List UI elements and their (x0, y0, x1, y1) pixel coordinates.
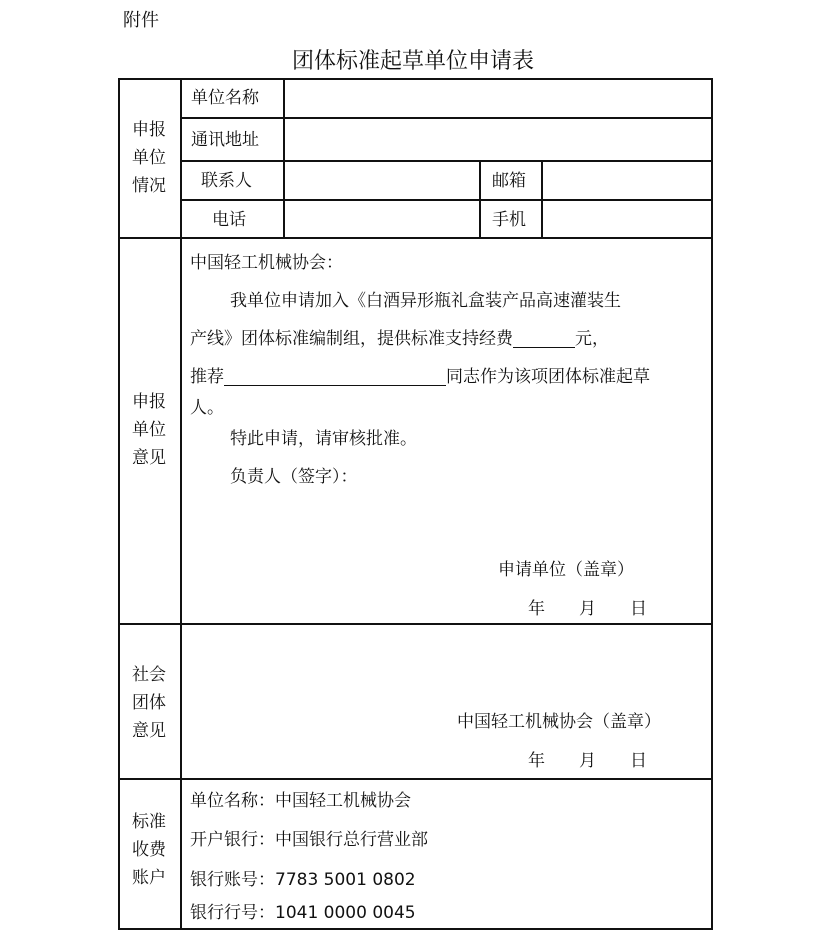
letter-body-line: 我单位申请加入《白酒异形瓶礼盒装产品高速灌装生 (230, 291, 621, 311)
unit-name-label: 单位名称 (191, 88, 259, 108)
contact-field[interactable] (286, 163, 478, 198)
address-field[interactable] (286, 120, 710, 159)
application-form-table (118, 78, 713, 930)
fee-account-row (190, 870, 416, 890)
contact-label: 联系人 (201, 171, 252, 191)
section-label-line: 团体 (132, 693, 166, 713)
section-label-line: 申报 (132, 120, 166, 140)
letter-body-line (190, 358, 708, 396)
email-field[interactable] (544, 163, 710, 198)
letter-text: 产线》团体标准编制组，提供标准支持经费 (190, 329, 513, 349)
applicant-date: 年 月 日 (528, 599, 647, 619)
fee-row-label: 银行行号： (190, 903, 275, 923)
phone-label: 电话 (212, 210, 246, 230)
fee-account-row (190, 830, 428, 850)
section-label-line: 社会 (132, 665, 166, 685)
section-label-line: 收费 (132, 840, 166, 860)
fee-row-value: 中国轻工机械协会 (275, 791, 411, 811)
association-seal-label: 中国轻工机械协会（盖章） (457, 712, 661, 732)
table-border-right (711, 78, 713, 930)
address-label: 通讯地址 (191, 130, 259, 150)
email-label: 邮箱 (492, 171, 526, 191)
label-column-divider (180, 78, 182, 930)
fee-row-value: 中国银行总行营业部 (275, 830, 428, 850)
row-divider (180, 199, 713, 201)
fee-account-section-label (118, 808, 180, 892)
mobile-field[interactable] (544, 202, 710, 236)
section-label-line: 申报 (132, 392, 166, 412)
opinion-letter (190, 244, 708, 496)
applicant-seal-label: 申请单位（盖章） (498, 560, 634, 580)
letter-body-line: 人。 (190, 398, 224, 418)
fee-row-value: 1041 0000 0045 (275, 903, 416, 923)
section-divider (118, 623, 713, 625)
letter-text: 同志作为该项团体标准起草 (446, 367, 650, 387)
letter-closing: 特此申请，请审核批准。 (230, 429, 417, 449)
recommended-person-blank[interactable] (224, 365, 446, 386)
section-label-line: 单位 (132, 148, 166, 168)
section-label-line: 意见 (132, 721, 166, 741)
association-date: 年 月 日 (528, 751, 647, 771)
fee-row-value: 7783 5001 0802 (275, 870, 416, 890)
fee-row-label: 单位名称： (190, 791, 275, 811)
table-border-bottom (118, 928, 713, 930)
field-label-divider (283, 78, 285, 237)
table-border-left (118, 78, 120, 930)
letter-addressee: 中国轻工机械协会： (190, 253, 343, 273)
section-divider (118, 778, 713, 780)
section-label-line: 单位 (132, 420, 166, 440)
section-label-line: 标准 (132, 812, 166, 832)
row-divider (180, 117, 713, 119)
fee-row-label: 银行账号： (190, 870, 275, 890)
section-label-line: 情况 (132, 176, 166, 196)
form-title: 团体标准起草单位申请表 (291, 49, 534, 74)
section-label-line: 账户 (132, 868, 166, 888)
signatory-label: 负责人（签字）： (230, 467, 358, 487)
fee-row-label: 开户银行： (190, 830, 275, 850)
mobile-label: 手机 (492, 210, 526, 230)
applicant-section-label (118, 116, 180, 200)
letter-text: 元， (575, 329, 609, 349)
unit-name-field[interactable] (286, 80, 710, 116)
letter-text: 推荐 (190, 367, 224, 387)
funding-amount-blank[interactable] (513, 327, 575, 348)
opinion-section-label (118, 388, 180, 472)
field-divider (541, 160, 543, 237)
section-divider (118, 237, 713, 239)
row-divider (180, 160, 713, 162)
section-label-line: 意见 (132, 448, 166, 468)
association-section-label (118, 661, 180, 745)
phone-field[interactable] (286, 202, 478, 236)
fee-account-row (190, 791, 411, 811)
letter-body-line (190, 320, 708, 358)
field-divider (479, 160, 481, 237)
fee-account-row (190, 903, 416, 923)
attachment-label: 附件 (123, 10, 159, 31)
